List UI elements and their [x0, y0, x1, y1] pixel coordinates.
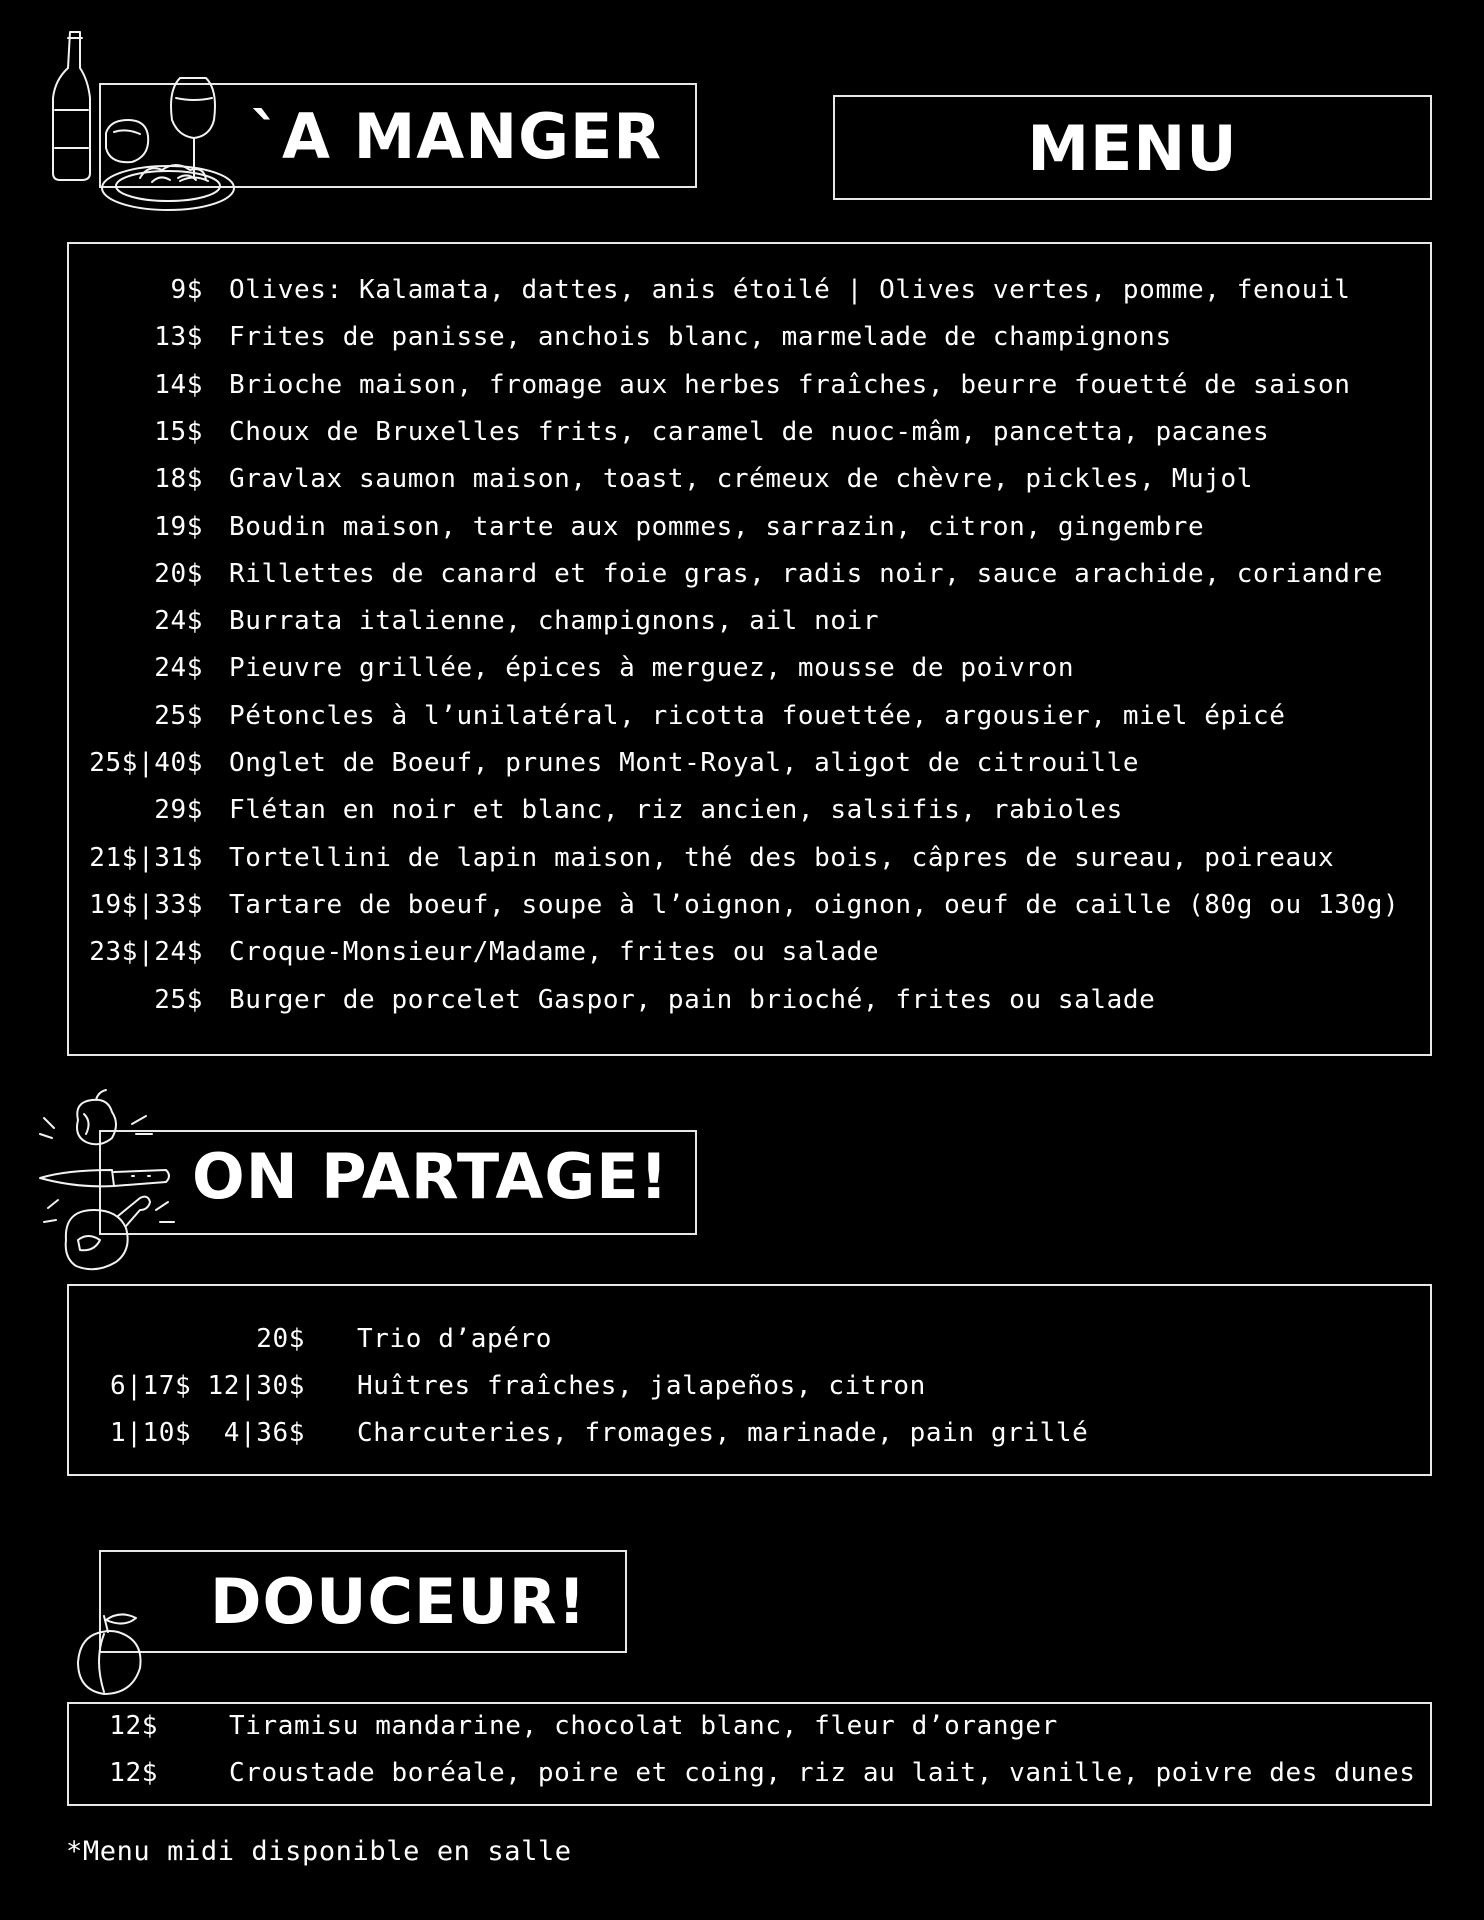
menu-item-row	[0, 603, 1484, 639]
menu-item-description: Burrata italienne, champignons, ail noir	[229, 606, 880, 637]
menu-item-description: Rillettes de canard et foie gras, radis noir, sauce arachide, coriandre	[229, 558, 1383, 589]
menu-item-price: 19$|33$	[89, 889, 203, 920]
menu-item-price: 21$|31$	[89, 842, 203, 873]
menu-item-price: 23$|24$	[89, 937, 203, 968]
menu-item-row	[0, 1368, 1484, 1404]
menu-item-description: Trio d’apéro	[357, 1324, 553, 1354]
menu-item-description: Frites de panisse, anchois blanc, marmelade de champignons	[229, 322, 1172, 353]
menu-item-description: Tortellini de lapin maison, thé des bois, câpres de sureau, poireaux	[229, 842, 1335, 873]
menu-item-price: 14$	[154, 369, 203, 400]
menu-item-row	[0, 650, 1484, 686]
menu-item-row	[0, 982, 1484, 1018]
menu-item-price: 12$	[109, 1711, 158, 1741]
menu-item-row	[0, 698, 1484, 734]
menu-item-row	[0, 509, 1484, 545]
menu-item-row	[0, 1755, 1484, 1791]
menu-item-description: Boudin maison, tarte aux pommes, sarrazin, citron, gingembre	[229, 511, 1205, 542]
menu-item-row	[0, 934, 1484, 970]
menu-item-description: Huîtres fraîches, jalapeños, citron	[357, 1371, 926, 1401]
on-partage-title: ON PARTAGE!	[192, 1140, 669, 1213]
plum-icon	[74, 1610, 154, 1700]
menu-item-price: 18$	[154, 464, 203, 495]
menu-item-description: Charcuteries, fromages, marinade, pain grillé	[357, 1418, 1089, 1448]
menu-item-price: 9$	[170, 275, 203, 305]
menu-item-price: 12$	[109, 1758, 158, 1788]
menu-item-price: 15$	[154, 416, 203, 447]
menu-item-description: Choux de Bruxelles frits, caramel de nuoc-mâm, pancetta, pacanes	[229, 416, 1270, 447]
menu-item-price: 1|10$ 4|36$	[109, 1418, 305, 1448]
menu-item-description: Croustade boréale, poire et coing, riz au lait, vanille, poivre des dunes	[229, 1758, 1416, 1788]
menu-item-row	[0, 556, 1484, 592]
menu-item-description: Pétoncles à l’unilatéral, ricotta fouettée, argousier, miel épicé	[229, 700, 1286, 731]
menu-item-row	[0, 414, 1484, 450]
menu-item-description: Gravlax saumon maison, toast, crémeux de chèvre, pickles, Mujol	[229, 464, 1253, 495]
menu-item-price: 24$	[154, 606, 203, 637]
menu-item-description: Flétan en noir et blanc, riz ancien, salsifis, rabioles	[229, 795, 1123, 826]
menu-item-price: 13$	[154, 322, 203, 353]
menu-item-description: Onglet de Boeuf, prunes Mont-Royal, aligot de citrouille	[229, 748, 1140, 778]
menu-item-row	[0, 461, 1484, 497]
menu-item-price: 20$	[154, 558, 203, 589]
wine-bottle-glass-plate-icon	[48, 28, 248, 218]
menu-title: MENU	[1027, 112, 1238, 185]
menu-item-row	[0, 319, 1484, 355]
menu-item-row	[0, 887, 1484, 923]
menu-item-row	[0, 792, 1484, 828]
menu-item-description: Tartare de boeuf, soupe à l’oignon, oignon, oeuf de caille (80g ou 130g)	[229, 889, 1400, 920]
menu-item-price: 24$	[154, 653, 203, 684]
menu-item-price: 19$	[154, 511, 203, 542]
menu-item-description: Pieuvre grillée, épices à merguez, mousse de poivron	[229, 653, 1075, 684]
menu-item-price: 29$	[154, 795, 203, 826]
menu-item-description: Croque-Monsieur/Madame, frites ou salade	[229, 937, 880, 968]
douceur-title: DOUCEUR!	[210, 1565, 587, 1638]
menu-item-row	[0, 840, 1484, 876]
knife-pepper-ham-icon	[36, 1090, 186, 1290]
menu-item-description: Tiramisu mandarine, chocolat blanc, fleur d’oranger	[229, 1711, 1058, 1741]
menu-item-row	[0, 745, 1484, 781]
menu-item-price: 25$|40$	[89, 748, 203, 778]
menu-item-price: 25$	[154, 984, 203, 1015]
menu-item-price: 25$	[154, 700, 203, 731]
menu-item-row	[0, 367, 1484, 403]
lunch-menu-footnote: *Menu midi disponible en salle	[66, 1836, 572, 1867]
menu-item-row	[0, 1415, 1484, 1451]
menu-item-description: Burger de porcelet Gaspor, pain brioché, frites ou salade	[229, 984, 1156, 1015]
menu-item-price: 20$	[256, 1324, 305, 1354]
menu-item-price: 6|17$ 12|30$	[109, 1371, 305, 1401]
menu-item-row	[0, 272, 1484, 308]
a-manger-title: `A MANGER	[250, 100, 663, 173]
menu-item-description: Olives: Kalamata, dattes, anis étoilé | Olives vertes, pomme, fenouil	[229, 275, 1351, 305]
menu-item-row	[0, 1708, 1484, 1744]
menu-item-row	[0, 1321, 1484, 1357]
menu-item-description: Brioche maison, fromage aux herbes fraîches, beurre fouetté de saison	[229, 369, 1351, 400]
